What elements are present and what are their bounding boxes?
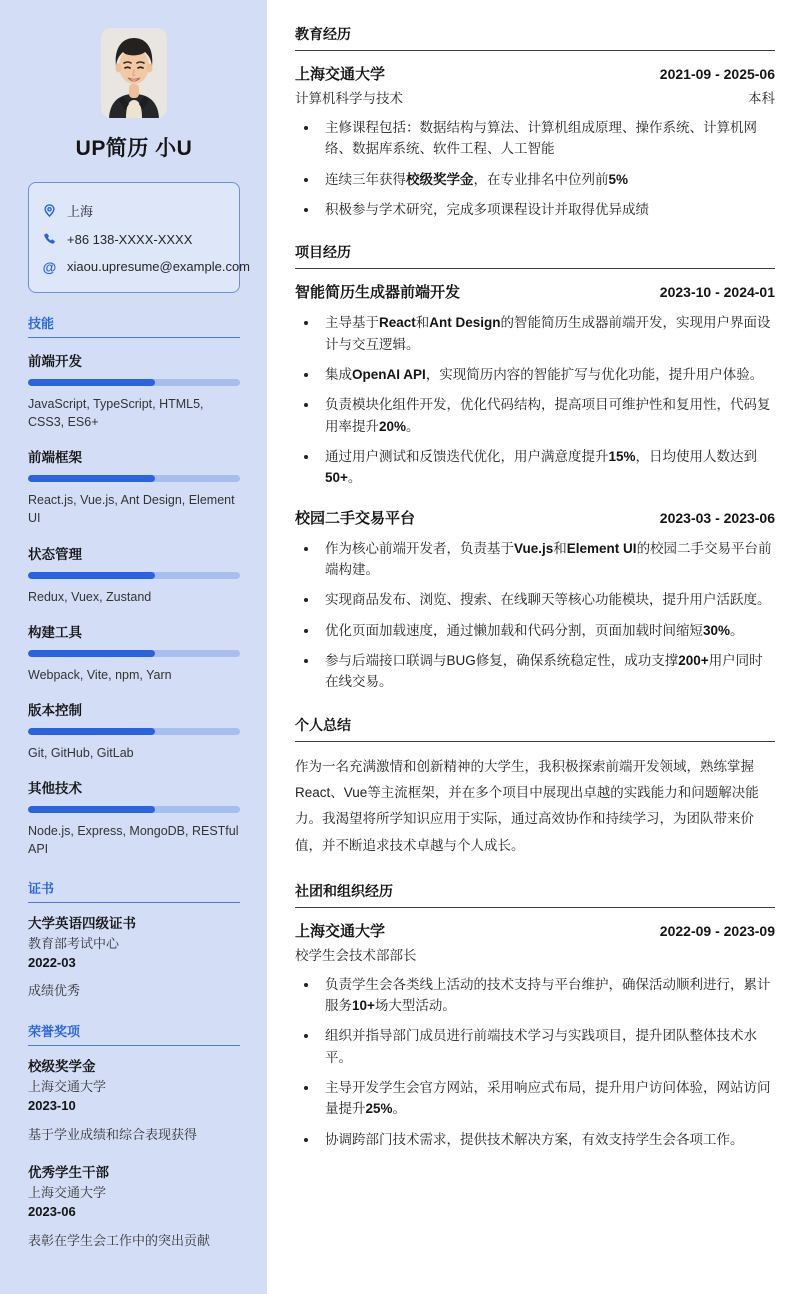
certificate-name: 大学英语四级证书 [28,916,136,932]
project-name: 智能简历生成器前端开发 [295,284,461,302]
project-entry [295,507,775,693]
skill-item [28,543,240,606]
certificate-item [28,915,240,1001]
skill-progress-fill [28,806,155,813]
certificate-org: 教育部考试中心 [28,936,120,952]
contact-location-text: 上海 [67,204,94,219]
education-entry [295,63,775,220]
honors-section-title: 荣誉奖项 [28,1021,240,1046]
education-bullets [295,117,775,220]
skill-name: 其他技术 [28,780,82,796]
honor-desc: 基于学业成绩和综合表现获得 [28,1126,198,1142]
bullet-item: • 主导基于React和Ant Design的智能简历生成器前端开发，实现用户界面设计与交互逻辑。 [319,312,775,355]
skill-detail: Node.js, Express, MongoDB, RESTful API [28,823,239,856]
summary-section [295,715,775,859]
contact-phone-text: +86 138-XXXX-XXXX [67,232,193,247]
projects-section-title: 项目经历 [295,242,775,269]
honor-item [28,1058,240,1144]
sidebar [0,0,267,1294]
bullet-item: • 集成OpenAI API，实现简历内容的智能扩写与优化功能，提升用户体验。 [319,364,775,385]
profile-photo [101,28,167,118]
contact-phone [42,226,226,253]
skill-progress-bar [28,379,240,386]
skill-item [28,621,240,684]
bullet-item: • 作为核心前端开发者，负责基于Vue.js和Element UI的校园二手交易平台前端构建。 [319,538,775,581]
bullet-item: • 主导开发学生会官方网站，采用响应式布局，提升用户访问体验，网站访问量提升25%。 [319,1077,775,1120]
at-icon: @ [42,258,57,275]
bullet-item: • 通过用户测试和反馈迭代优化，用户满意度提升15%，日均使用人数达到50+。 [319,446,775,489]
organization-bullets [295,974,775,1150]
contact-email [42,253,251,280]
education-section-title: 教育经历 [295,24,775,51]
honor-org: 上海交通大学 [28,1185,107,1201]
bullet-item: • 积极参与学术研究，完成多项课程设计并取得优异成绩 [319,199,775,220]
education-section [295,24,775,220]
skill-detail: JavaScript, TypeScript, HTML5, CSS3, ES6+ [28,397,204,430]
honor-name: 校级奖学金 [28,1059,96,1075]
contact-card [28,182,251,293]
organizations-section [295,881,775,1150]
bullet-item: • 连续三年获得校级奖学金，在专业排名中位列前5% [319,169,775,190]
skill-progress-fill [28,728,155,735]
skill-detail: Git, GitHub, GitLab [28,745,134,760]
skill-detail: Webpack, Vite, npm, Yarn [28,667,172,682]
organization-name: 上海交通大学 [295,922,386,940]
skill-progress-fill [28,379,155,386]
skill-item [28,777,240,858]
certificates-section-title: 证书 [28,878,240,903]
major-name: 计算机科学与技术 [295,91,403,106]
bullet-item: • 参与后端接口联调与BUG修复，确保系统稳定性，成功支撑200+用户同时在线交易。 [319,650,775,693]
bullet-item: • 协调跨部门技术需求，提供技术解决方案，有效支持学生会各项工作。 [319,1129,775,1150]
contact-location [42,195,226,226]
profile-photo-illustration [101,28,167,118]
honor-date: 2023-10 [28,1098,76,1114]
honor-name: 优秀学生干部 [28,1165,109,1181]
honor-item [28,1164,240,1250]
skill-progress-fill [28,475,155,482]
skill-progress-bar [28,728,240,735]
person-name: UP简历 小U [75,137,193,160]
location-icon [42,203,57,218]
organization-entry [295,920,775,1150]
project-entry [295,281,775,488]
skills-section-title: 技能 [28,313,240,338]
skill-name: 状态管理 [28,546,82,562]
skill-progress-fill [28,572,155,579]
skill-detail: React.js, Vue.js, Ant Design, Element UI [28,493,235,526]
certificate-date: 2022-03 [28,955,76,971]
degree-name: 本科 [748,91,775,106]
bullet-item: • 组织并指导部门成员进行前端技术学习与实践项目，提升团队整体技术水平。 [319,1025,775,1068]
phone-icon [42,232,57,247]
organization-dates: 2022-09 - 2023-09 [659,922,775,939]
skill-name: 版本控制 [28,702,82,718]
education-dates: 2021-09 - 2025-06 [659,66,775,82]
skill-progress-bar [28,650,240,657]
skill-detail: Redux, Vuex, Zustand [28,589,152,604]
project-name: 校园二手交易平台 [295,509,416,527]
summary-text: 作为一名充满激情和创新精神的大学生，我积极探索前端开发领域，熟练掌握React、Vue等主流框架，并在多个项目中展现出卓越的实践能力和问题解决能力。我渴望将所学知识应用于实际，通过高效协作和持续学习，为团队带来价值，并不断追求技术卓越与个人成长。 [295,758,759,853]
bullet-item: • 负责学生会各类线上活动的技术支持与平台维护，确保活动顺利进行，累计服务10+场大型活动。 [319,974,775,1017]
skill-progress-fill [28,650,155,657]
school-name: 上海交通大学 [295,66,386,83]
bullet-item: • 实现商品发布、浏览、搜索、在线聊天等核心功能模块，提升用户活跃度。 [319,589,775,610]
contact-email-text: xiaou.upresume@example.com [67,259,251,274]
project-dates: 2023-03 - 2023-06 [659,509,775,526]
skill-progress-bar [28,475,240,482]
skill-item [28,446,240,527]
project-bullets [295,312,775,488]
honor-desc: 表彰在学生会工作中的突出贡献 [28,1232,211,1248]
bullet-item: • 主修课程包括：数据结构与算法、计算机组成原理、操作系统、计算机网络、数据库系统、软件工程、人工智能 [319,117,775,160]
skill-item [28,350,240,431]
bullet-item: • 负责模块化组件开发，优化代码结构，提高项目可维护性和复用性，代码复用率提升20%。 [319,394,775,437]
projects-section [295,242,775,692]
skill-progress-bar [28,572,240,579]
certificate-desc: 成绩优秀 [28,983,81,999]
skill-name: 前端开发 [28,354,82,369]
project-dates: 2023-10 - 2024-01 [659,284,775,301]
project-bullets [295,538,775,693]
honor-date: 2023-06 [28,1204,76,1220]
bullet-item: • 优化页面加载速度，通过懒加载和代码分割，页面加载时间缩短30%。 [319,620,775,641]
skill-progress-bar [28,806,240,813]
skill-name: 前端框架 [28,450,82,466]
organization-role: 校学生会技术部部长 [295,947,417,963]
main-column [267,0,799,1294]
skill-item [28,699,240,762]
organizations-section-title: 社团和组织经历 [295,881,775,908]
summary-section-title: 个人总结 [295,715,775,742]
skill-name: 构建工具 [28,624,82,640]
honor-org: 上海交通大学 [28,1079,107,1095]
